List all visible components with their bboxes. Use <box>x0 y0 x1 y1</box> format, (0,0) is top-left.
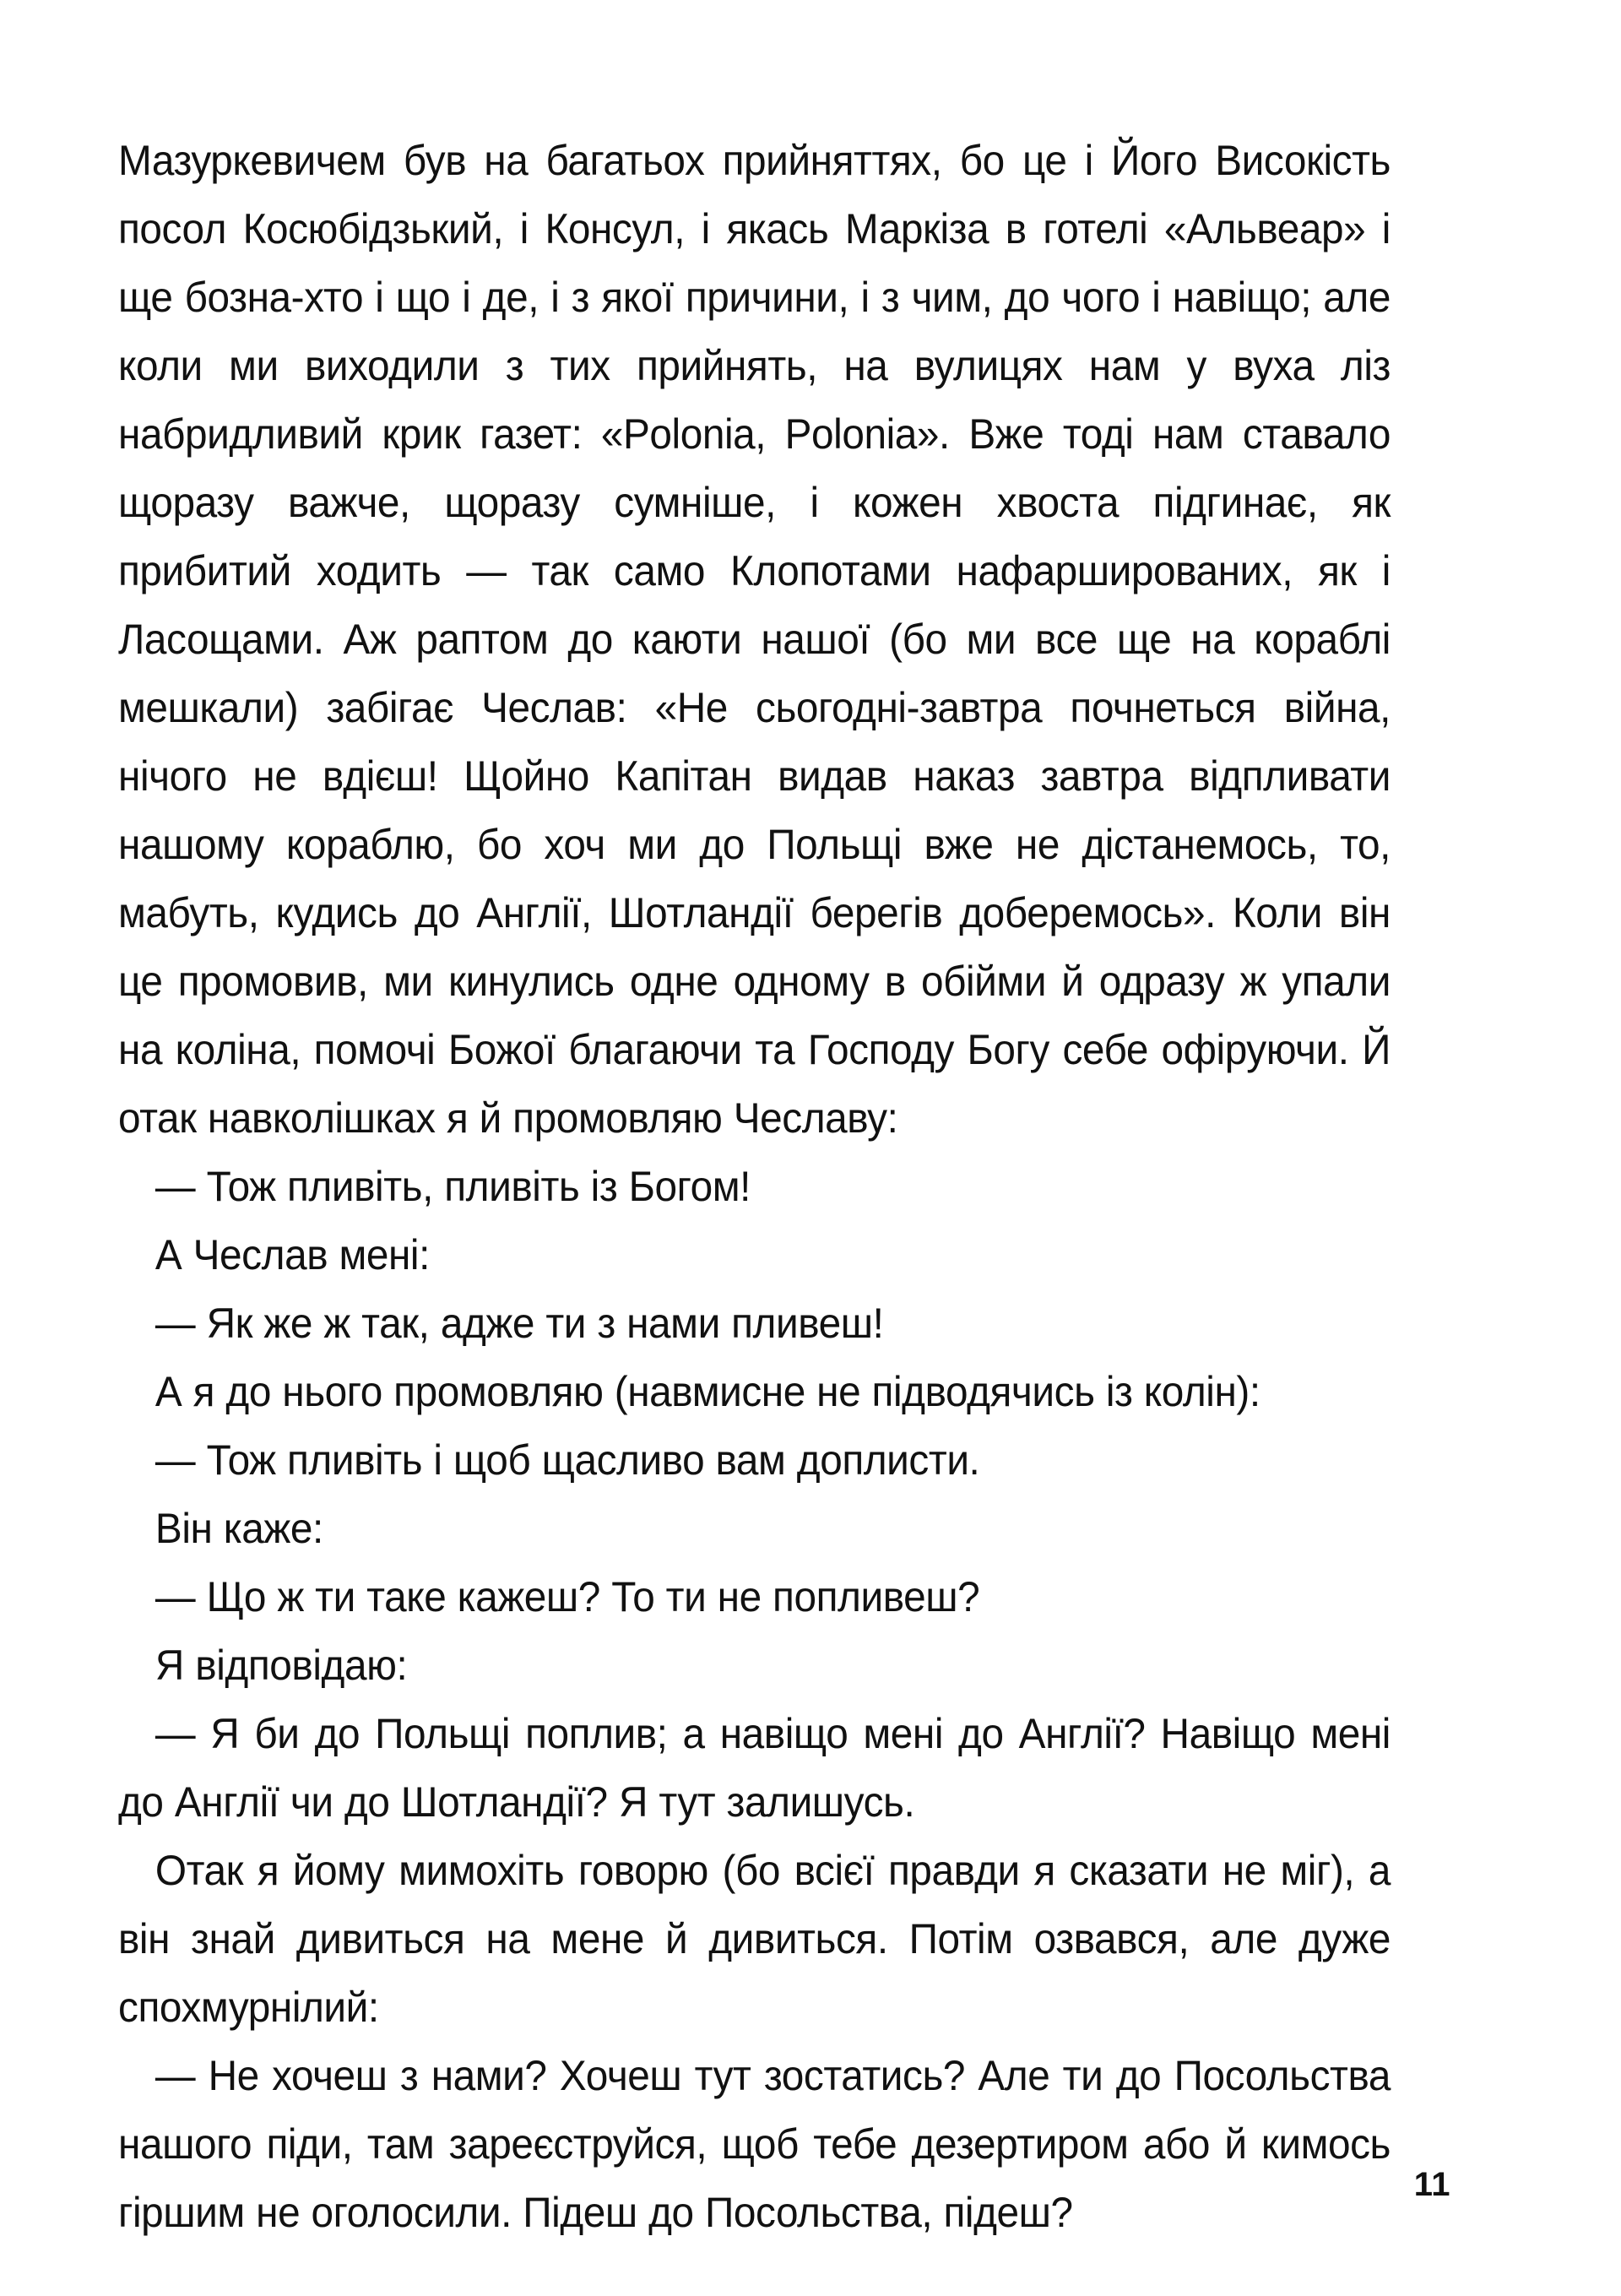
page-text-block <box>118 127 1391 2247</box>
paragraph: Він каже: <box>155 1505 323 1552</box>
paragraph: А я до нього промовляю (навмисне не підводячись із колін): <box>155 1368 1260 1415</box>
paragraph: — Не хочеш з нами? Хочеш тут зостатись? Але ти до Посольства нашого піди, там зареєструйся, щоб тебе дезертиром або й кимось гіршим не оголосили. Підеш до Посольства, підеш? <box>118 2052 1391 2236</box>
paragraph: — Я би до Польщі поплив; а навіщо мені до Англії? Навіщо мені до Англії чи до Шотландії? Я тут залишусь. <box>118 1710 1391 1826</box>
paragraph: — Як же ж так, адже ти з нами пливеш! <box>155 1300 884 1347</box>
paragraph: Мазуркевичем був на багатьох прийняттях, бо це і Його Високість посол Косюбідзький, і Консул, і якась Маркіза в готелі «Альвеар» і ще бозна-хто і що і де, і з якої причини, і з чим, до чого і навіщо; але коли ми виходили з тих прийнять, на вулицях нам у вуха ліз набридливий крик газет: «Polonia, Polonia». Вже тоді нам ставало щоразу важче, щоразу сумніше, і кожен хвоста підгинає, як прибитий ходить — так само Клопотами нафаршированих, як і Ласощами. Аж раптом до каюти нашої (бо ми все ще на кораблі мешкали) забігає Чеслав: «Не сьогодні-завтра почнеться війна, нічого не вдієш! Щойно Капітан видав наказ завтра відпливати нашому кораблю, бо хоч ми до Польщі вже не дістанемось, то, мабуть, кудись до Англії, Шотландії берегів доберемось». Коли він це промовив, ми кинулись одне одному в обійми й одразу ж упали на коліна, помочі Божої благаючи та Господу Богу себе офіруючи. Й отак навколішках я й промовляю Чеславу: <box>118 137 1391 1142</box>
paragraph: Я відповідаю: <box>155 1642 408 1689</box>
paragraph: — Що ж ти таке кажеш? То ти не попливеш? <box>155 1573 980 1620</box>
paragraph: — Тож пливіть і щоб щасливо вам доплисти. <box>155 1436 980 1484</box>
paragraph: А Чеслав мені: <box>155 1231 430 1278</box>
page-number: 11 <box>1413 2166 1450 2203</box>
paragraph: — Тож пливіть, пливіть із Богом! <box>155 1163 751 1210</box>
paragraph: Отак я йому мимохіть говорю (бо всієї правди я сказати не міг), а він знай дивиться на мене й дивиться. Потім озвався, але дуже спохмурнілий: <box>118 1847 1391 2031</box>
